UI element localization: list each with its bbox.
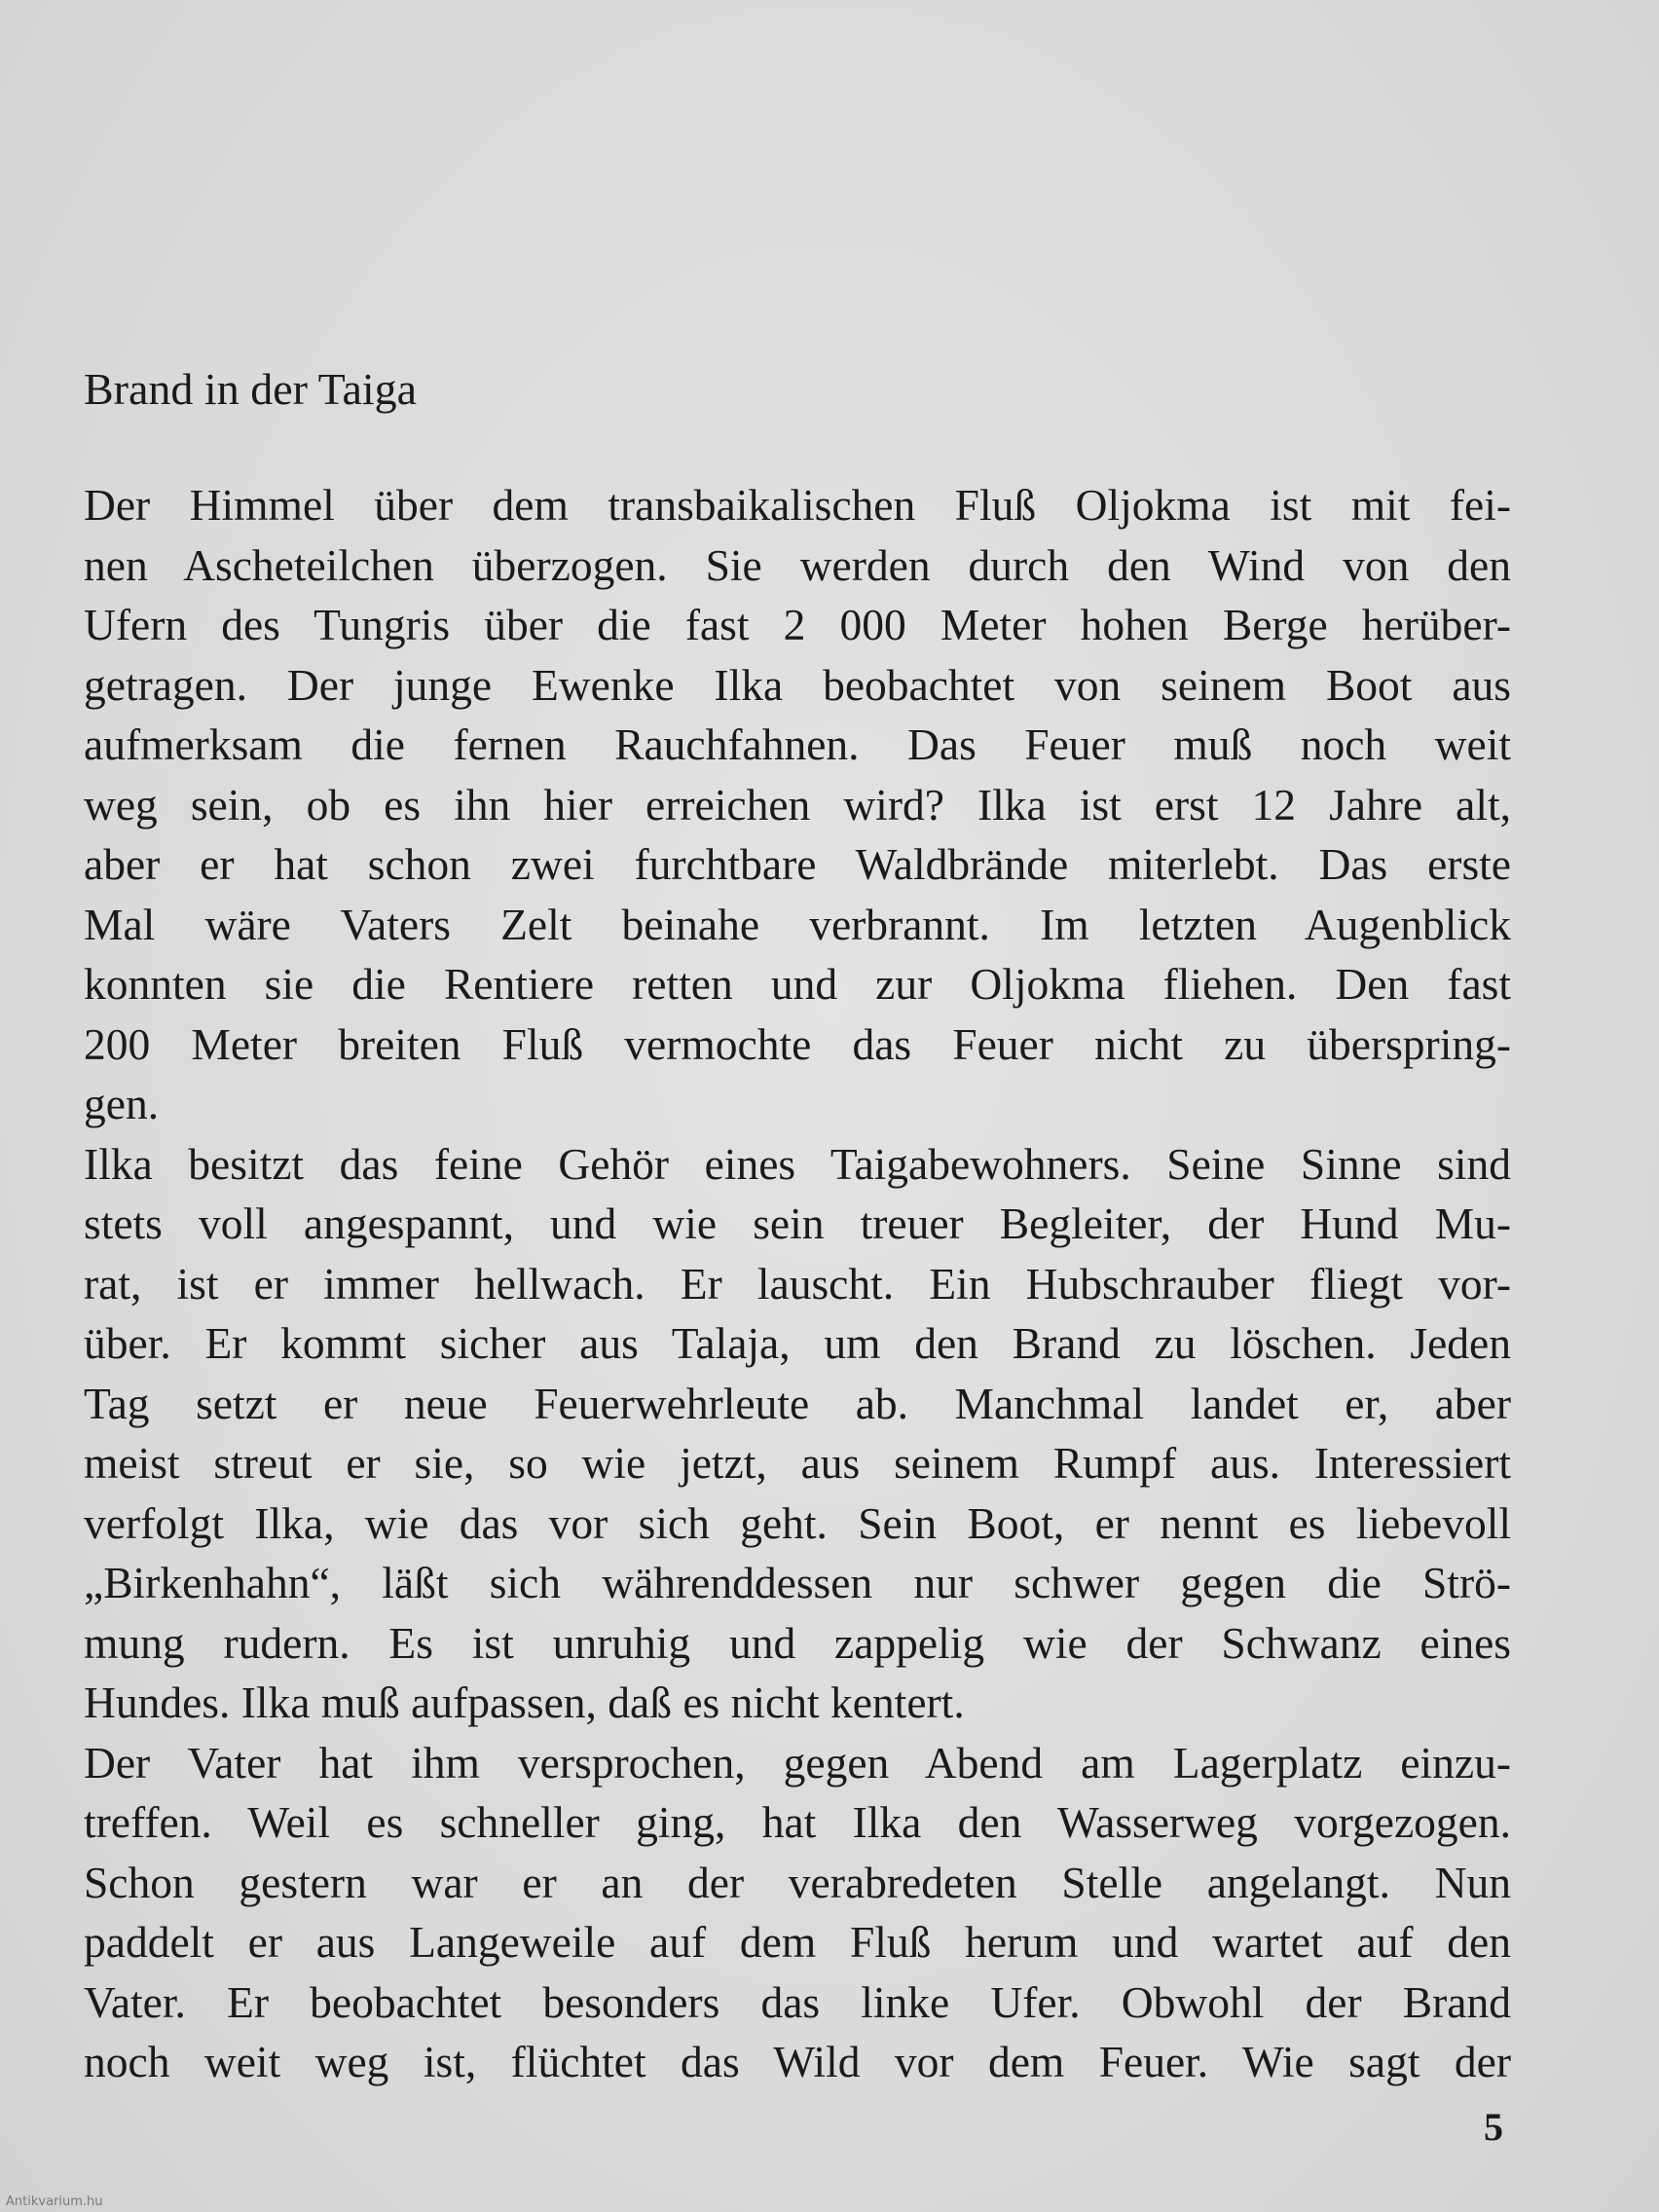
text-line: treffen. Weil es schneller ging, hat Ilka den Wasserweg vorgezogen.: [84, 1797, 1511, 1847]
text-line: konnten sie die Rentiere retten und zur Oljokma fliehen. Den fast: [84, 959, 1511, 1009]
page-title: Brand in der Taiga: [84, 364, 418, 414]
text-line: gen.: [84, 1079, 160, 1128]
text-line: über. Er kommt sicher aus Talaja, um den Brand zu löschen. Jeden: [84, 1318, 1511, 1368]
text-line: 200 Meter breiten Fluß vermochte das Feuer nicht zu überspring-: [84, 1018, 1511, 1069]
text-line: stets voll angespannt, und wie sein treuer Begleiter, der Hund Mu-: [84, 1198, 1511, 1248]
text-line: aber er hat schon zwei furchtbare Waldbrände miterlebt. Das erste: [84, 839, 1511, 889]
page-number: 5: [1484, 2105, 1503, 2149]
text-line: Hundes. Ilka muß aufpassen, daß es nicht kentert.: [84, 1677, 965, 1727]
text-line: Tag setzt er neue Feuerwehrleute ab. Manchmal landet er, aber: [84, 1378, 1511, 1428]
text-line: rat, ist er immer hellwach. Er lauscht. Ein Hubschrauber fliegt vor-: [84, 1258, 1511, 1309]
text-line: verfolgt Ilka, wie das vor sich geht. Sein Boot, er nennt es liebevoll: [84, 1497, 1511, 1548]
text-line: noch weit weg ist, flüchtet das Wild vor dem Feuer. Wie sagt der: [84, 2037, 1511, 2086]
text-line: Mal wäre Vaters Zelt beinahe verbrannt. Im letzten Augenblick: [84, 899, 1511, 949]
text-line: mung rudern. Es ist unruhig und zappelig wie der Schwanz eines: [84, 1617, 1511, 1668]
text-line: weg sein, ob es ihn hier erreichen wird? Ilka ist erst 12 Jahre alt,: [84, 779, 1511, 830]
text-line: paddelt er aus Langeweile auf dem Fluß herum und wartet auf den: [84, 1917, 1511, 1967]
text-line: nen Ascheteilchen überzogen. Sie werden durch den Wind von den: [84, 539, 1511, 590]
text-line: Ufern des Tungris über die fast 2 000 Meter hohen Berge herüber-: [84, 600, 1511, 649]
text-line: meist streut er sie, so wie jetzt, aus seinem Rumpf aus. Interessiert: [84, 1438, 1511, 1488]
watermark: Antikvarium.hu: [6, 2194, 103, 2209]
text-line: getragen. Der junge Ewenke Ilka beobachtet von seinem Boot aus: [84, 659, 1511, 710]
text-line: Vater. Er beobachtet besonders das linke Ufer. Obwohl der Brand: [84, 1976, 1511, 2027]
text-line: Ilka besitzt das feine Gehör eines Taigabewohners. Seine Sinne sind: [84, 1138, 1511, 1189]
text-line: aufmerksam die fernen Rauchfahnen. Das Feuer muß noch weit: [84, 719, 1511, 769]
text-line: Schon gestern war er an der verabredeten Stelle angelangt. Nun: [84, 1857, 1511, 1907]
body-text: [84, 475, 1511, 2092]
text-line: „Birkenhahn“, läßt sich währenddessen nur schwer gegen die Strö-: [84, 1558, 1511, 1607]
text-line: Der Vater hat ihm versprochen, gegen Abend am Lagerplatz einzu-: [84, 1737, 1511, 1788]
text-line: Der Himmel über dem transbaikalischen Fluß Oljokma ist mit fei-: [84, 480, 1511, 530]
